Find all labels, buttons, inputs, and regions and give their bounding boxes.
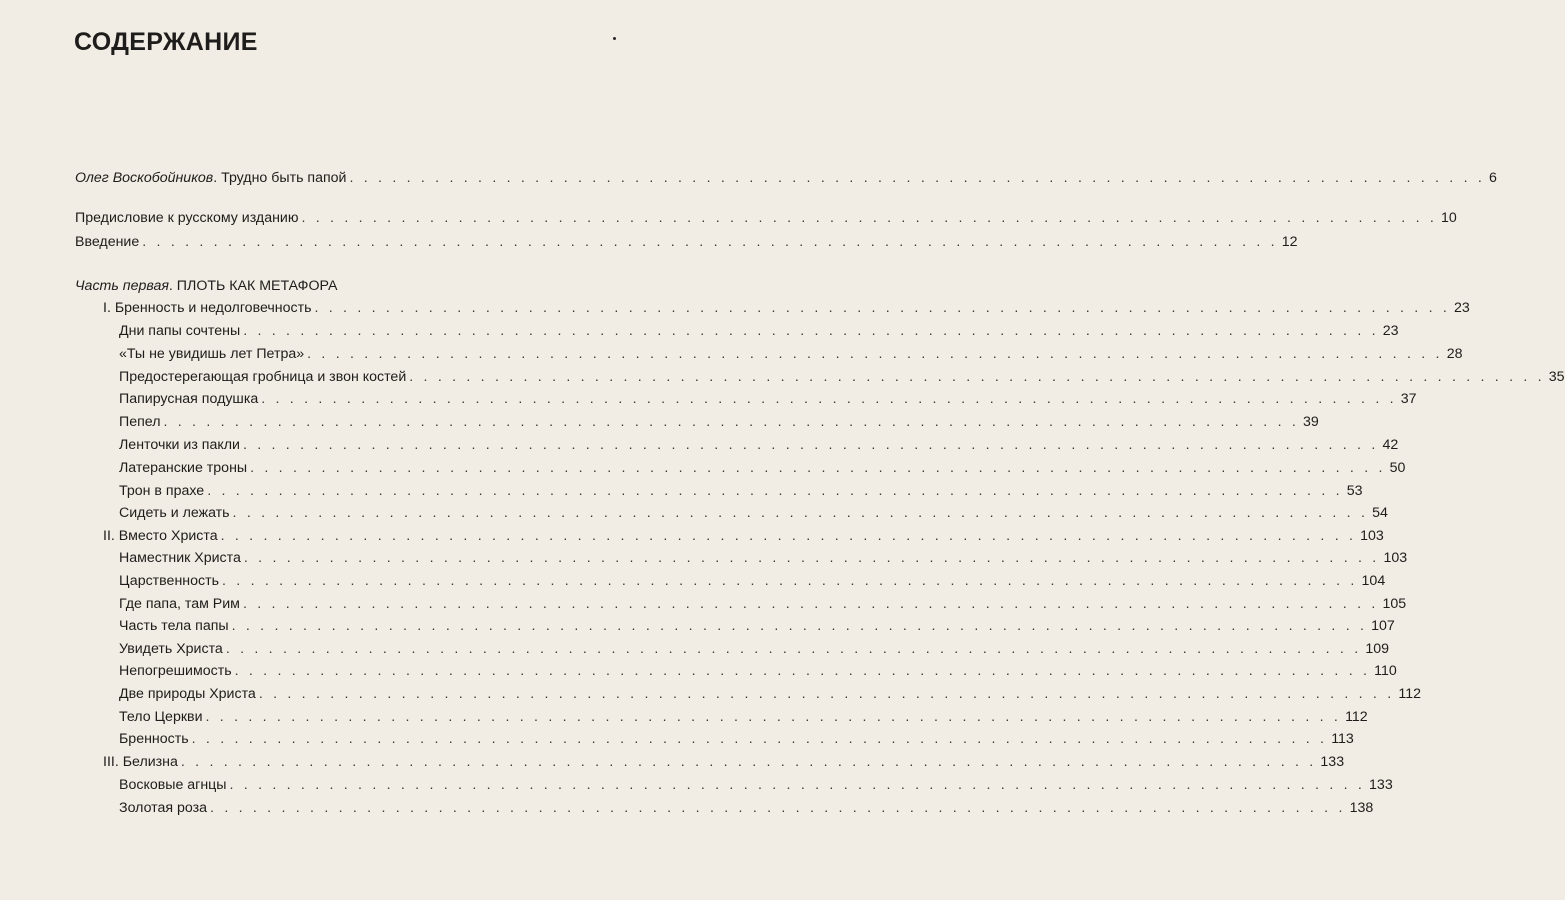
section-title: Восковые агнцы xyxy=(119,777,227,793)
chapter-title: I. Бренность и недолговечность xyxy=(103,300,312,316)
entry-title: Олег Воскобойников. Трудно быть папой xyxy=(75,170,347,186)
toc-section[interactable] xyxy=(119,436,1399,454)
section-title: «Ты не увидишь лет Петра» xyxy=(119,346,305,362)
section-title: Часть тела папы xyxy=(119,618,229,634)
section-title: Две природы Христа xyxy=(119,686,256,702)
part-title: . ПЛОТЬ КАК МЕТАФОРА xyxy=(168,278,338,294)
toc-section[interactable] xyxy=(119,640,1390,658)
chapter-title: III. Белизна xyxy=(103,754,178,770)
dot-leader: . . . . . . . . . . . . . . . . . . . . . . . . . . . . . . . . . . . . . . . . . . . . . . . . . . . . . . . . . . . . . . . . . . . . . . . . . . . . . . . . xyxy=(222,573,1358,589)
dot-leader: . . . . . . . . . . . . . . . . . . . . . . . . . . . . . . . . . . . . . . . . . . . . . . . . . . . . . . . . . . . . . . . . . . . . . . . . . . . . . . . . xyxy=(242,596,1379,612)
entry-page-number: 105 xyxy=(1382,596,1407,612)
toc-section[interactable] xyxy=(119,572,1386,590)
entry-page-number: 53 xyxy=(1346,483,1363,499)
dot-leader: . . . . . . . . . . . . . . . . . . . . . . . . . . . . . . . . . . . . . . . . . . . . . . . . . . . . . . . . . . . . . . . . . . . . . . . . . . . . . . . . xyxy=(243,323,1379,339)
entry-page-number: 50 xyxy=(1389,460,1406,476)
entry-page-number: 109 xyxy=(1365,641,1390,657)
entry-page-number: 37 xyxy=(1400,391,1417,407)
dot-leader: . . . . . . . . . . . . . . . . . . . . . . . . . . . . . . . . . . . . . . . . . . . . . . . . . . . . . . . . . . . . . . . . . . . . . . . . . . . . . . . . xyxy=(180,754,1317,770)
toc-section[interactable] xyxy=(119,662,1397,680)
dot-leader: . . . . . . . . . . . . . . . . . . . . . . . . . . . . . . . . . . . . . . . . . . . . . . . . . . . . . . . . . . . . . . . . . . . . . . . . . . . . . . . . xyxy=(261,391,1397,407)
toc-section[interactable] xyxy=(119,368,1565,386)
entry-author: Олег Воскобойников xyxy=(75,170,214,186)
section-title: Где папа, там Рим xyxy=(119,596,240,612)
entry-page-number: 113 xyxy=(1331,731,1354,747)
section-title: Сидеть и лежать xyxy=(119,505,230,521)
toc-section[interactable] xyxy=(119,549,1408,567)
entry-page-number: 110 xyxy=(1374,663,1397,679)
toc-entry-foreword-author[interactable] xyxy=(75,169,1497,187)
dot-leader: . . . . . . . . . . . . . . . . . . . . . . . . . . . . . . . . . . . . . . . . . . . . . . . . . . . . . . . . . . . . . . . . . . . . . . . . . . . . . . . . xyxy=(349,170,1486,186)
entry-page-number: 103 xyxy=(1360,528,1384,544)
entry-page-number: 39 xyxy=(1303,414,1319,430)
toc-entry-introduction[interactable] xyxy=(75,233,1298,251)
dot-leader: . . . . . . . . . . . . . . . . . . . . . . . . . . . . . . . . . . . . . . . . . . . . . . . . . . . . . . . . . . . . . . . . . . . . . . . . . . . . . . . . xyxy=(191,731,1328,747)
section-title: Непогрешимость xyxy=(119,663,232,679)
toc-section[interactable] xyxy=(119,776,1393,794)
dot-leader: . . . . . . . . . . . . . . . . . . . . . . . . . . . . . . . . . . . . . . . . . . . . . . . . . . . . . . . . . . . . . . . . . . . . . . . . . . . . . . . . xyxy=(234,663,1371,679)
entry-page-number: 104 xyxy=(1361,573,1386,589)
section-title: Латеранские троны xyxy=(119,460,248,476)
entry-page-number: 54 xyxy=(1372,505,1388,521)
toc-section[interactable] xyxy=(119,345,1463,363)
entry-page-number: 12 xyxy=(1281,234,1298,250)
toc-section[interactable] xyxy=(119,595,1407,613)
dot-leader: . . . . . . . . . . . . . . . . . . . . . . . . . . . . . . . . . . . . . . . . . . . . . . . . . . . . . . . . . . . . . . . . . . . . . . . . . . . . . . . . xyxy=(231,618,1368,634)
entry-title: Введение xyxy=(75,234,140,250)
toc-section[interactable] xyxy=(119,413,1319,431)
entry-page-number: 23 xyxy=(1454,300,1470,316)
entry-page-number: 42 xyxy=(1382,437,1399,453)
dot-leader: . . . . . . . . . . . . . . . . . . . . . . . . . . . . . . . . . . . . . . . . . . . . . . . . . . . . . . . . . . . . . . . . . . . . . . . . . . . . . . . . xyxy=(207,483,1343,499)
section-title: Дни папы сочтены xyxy=(119,323,241,339)
entry-title: Предисловие к русскому изданию xyxy=(75,210,299,226)
dot-leader: . . . . . . . . . . . . . . . . . . . . . . . . . . . . . . . . . . . . . . . . . . . . . . . . . . . . . . . . . . . . . . . . . . . . . . . . . . . . . . . . xyxy=(243,550,1380,566)
dot-leader: . . . . . . . . . . . . . . . . . . . . . . . . . . . . . . . . . . . . . . . . . . . . . . . . . . . . . . . . . . . . . . . . . . . . . . . . . . . . . . . . xyxy=(210,800,1346,816)
toc-section[interactable] xyxy=(119,685,1421,703)
section-title: Царственность xyxy=(119,573,219,589)
entry-page-number: 133 xyxy=(1320,754,1345,770)
entry-page-number: 28 xyxy=(1446,346,1463,362)
toc-entry-russian-preface[interactable] xyxy=(75,209,1457,227)
section-title: Бренность xyxy=(119,731,189,747)
section-title: Предостерегающая гробница и звон костей xyxy=(119,369,407,385)
entry-page-number: 6 xyxy=(1489,170,1497,186)
entry-page-number: 112 xyxy=(1398,686,1421,702)
dot-leader: . . . . . . . . . . . . . . . . . . . . . . . . . . . . . . . . . . . . . . . . . . . . . . . . . . . . . . . . . . . . . . . . . . . . . . . . . . . . . . . . xyxy=(225,641,1362,657)
toc-section[interactable] xyxy=(119,482,1363,500)
entry-page-number: 23 xyxy=(1382,323,1399,339)
toc-section[interactable] xyxy=(119,504,1388,522)
dot-leader: . . . . . . . . . . . . . . . . . . . . . . . . . . . . . . . . . . . . . . . . . . . . . . . . . . . . . . . . . . . . . . . . . . . . . . . . . . . . . . . . xyxy=(205,709,1342,725)
part-label: Часть первая xyxy=(75,278,169,294)
dot-leader: . . . . . . . . . . . . . . . . . . . . . . . . . . . . . . . . . . . . . . . . . . . . . . . . . . . . . . . . . . . . . . . . . . . . . . . . . . . . . . . . xyxy=(220,528,1357,544)
toc-section[interactable] xyxy=(119,459,1406,477)
section-title: Наместник Христа xyxy=(119,550,241,566)
chapter-title: II. Вместо Христа xyxy=(103,528,218,544)
entry-page-number: 107 xyxy=(1371,618,1395,634)
toc-section[interactable] xyxy=(119,617,1395,635)
entry-page-number: 10 xyxy=(1441,210,1457,226)
section-title: Тело Церкви xyxy=(119,709,203,725)
part-heading xyxy=(75,277,337,295)
entry-page-number: 133 xyxy=(1369,777,1393,793)
entry-page-number: 138 xyxy=(1349,800,1374,816)
section-title: Ленточки из пакли xyxy=(119,437,240,453)
entry-page-number: 103 xyxy=(1383,550,1408,566)
dot-leader: . . . . . . . . . . . . . . . . . . . . . . . . . . . . . . . . . . . . . . . . . . . . . . . . . . . . . . . . . . . . . . . . . . . . . . . . . . . . . . . . xyxy=(229,777,1366,793)
section-title: Пепел xyxy=(119,414,161,430)
toc-section[interactable] xyxy=(119,322,1399,340)
dot-leader: . . . . . . . . . . . . . . . . . . . . . . . . . . . . . . . . . . . . . . . . . . . . . . . . . . . . . . . . . . . . . . . . . . . . . . . . . . . . . . . . xyxy=(163,414,1300,430)
section-title: Увидеть Христа xyxy=(119,641,223,657)
dot-leader: . . . . . . . . . . . . . . . . . . . . . . . . . . . . . . . . . . . . . . . . . . . . . . . . . . . . . . . . . . . . . . . . . . . . . . . . . . . . . . . . xyxy=(250,460,1386,476)
entry-page-number: 112 xyxy=(1345,709,1368,725)
toc-section[interactable] xyxy=(119,730,1354,748)
toc-section[interactable] xyxy=(119,799,1374,817)
toc-section[interactable] xyxy=(119,708,1368,726)
toc-chapter-2[interactable] xyxy=(103,527,1384,545)
dot-leader: . . . . . . . . . . . . . . . . . . . . . . . . . . . . . . . . . . . . . . . . . . . . . . . . . . . . . . . . . . . . . . . . . . . . . . . . . . . . . . . . xyxy=(307,346,1443,362)
page-title: СОДЕРЖАНИЕ xyxy=(74,28,258,56)
dot-leader: . . . . . . . . . . . . . . . . . . . . . . . . . . . . . . . . . . . . . . . . . . . . . . . . . . . . . . . . . . . . . . . . . . . . . . . . . . . . . . . . xyxy=(258,686,1395,702)
dot-leader: . . . . . . . . . . . . . . . . . . . . . . . . . . . . . . . . . . . . . . . . . . . . . . . . . . . . . . . . . . . . . . . . . . . . . . . . . . . . . . . . xyxy=(301,210,1438,226)
toc-chapter-1[interactable] xyxy=(103,299,1470,317)
entry-page-number: 35 xyxy=(1548,369,1565,385)
section-title: Трон в прахе xyxy=(119,483,205,499)
dot-leader: . . . . . . . . . . . . . . . . . . . . . . . . . . . . . . . . . . . . . . . . . . . . . . . . . . . . . . . . . . . . . . . . . . . . . . . . . . . . . . . . xyxy=(232,505,1369,521)
toc-section[interactable] xyxy=(119,390,1417,408)
dot-leader: . . . . . . . . . . . . . . . . . . . . . . . . . . . . . . . . . . . . . . . . . . . . . . . . . . . . . . . . . . . . . . . . . . . . . . . . . . . . . . . . xyxy=(409,369,1545,385)
toc-chapter-3[interactable] xyxy=(103,753,1345,771)
section-title: Папирусная подушка xyxy=(119,391,259,407)
dot-leader: . . . . . . . . . . . . . . . . . . . . . . . . . . . . . . . . . . . . . . . . . . . . . . . . . . . . . . . . . . . . . . . . . . . . . . . . . . . . . . . . xyxy=(142,234,1278,250)
paper-speck xyxy=(613,37,616,40)
dot-leader: . . . . . . . . . . . . . . . . . . . . . . . . . . . . . . . . . . . . . . . . . . . . . . . . . . . . . . . . . . . . . . . . . . . . . . . . . . . . . . . . xyxy=(314,300,1451,316)
section-title: Золотая роза xyxy=(119,800,208,816)
dot-leader: . . . . . . . . . . . . . . . . . . . . . . . . . . . . . . . . . . . . . . . . . . . . . . . . . . . . . . . . . . . . . . . . . . . . . . . . . . . . . . . . xyxy=(242,437,1379,453)
